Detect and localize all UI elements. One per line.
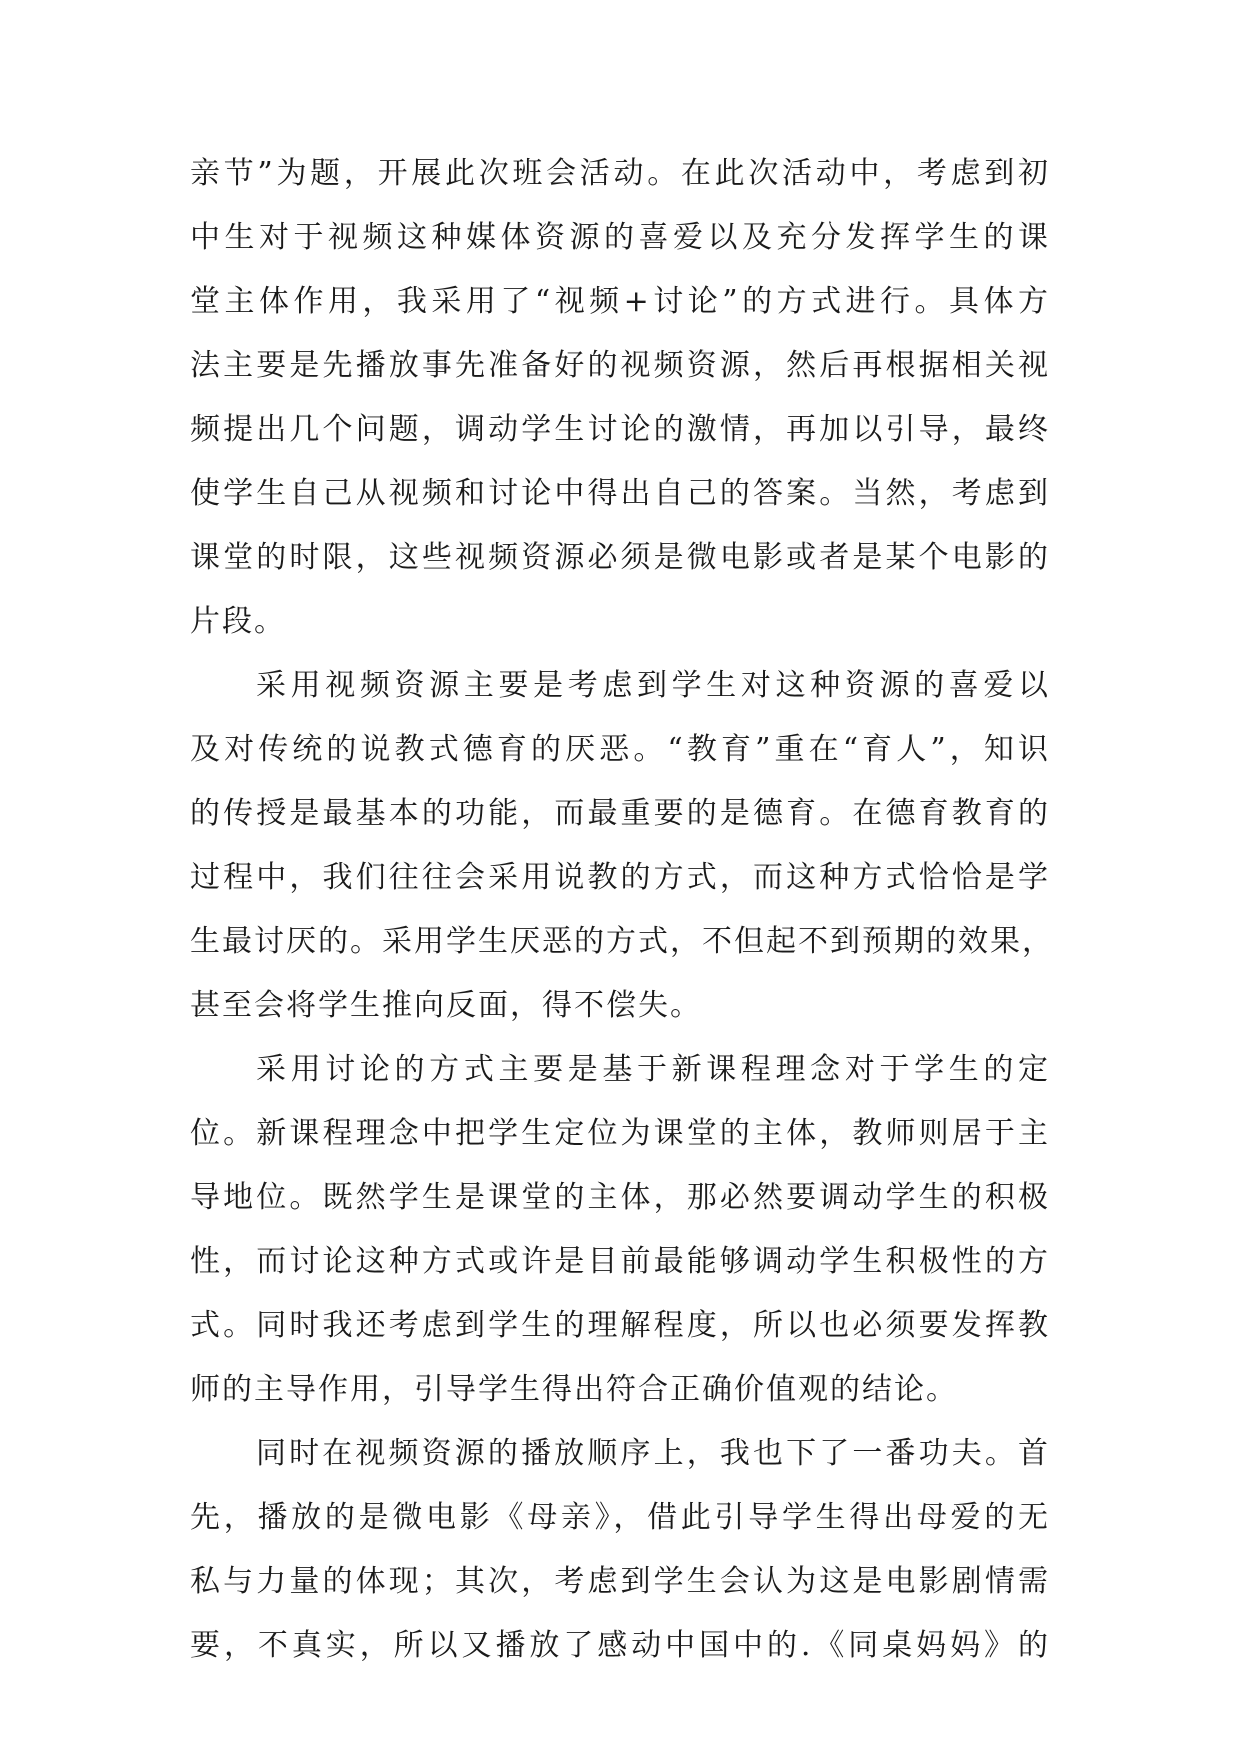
text-line: 师的主导作用，引导学生得出符合正确价值观的结论。 bbox=[190, 1372, 958, 1407]
text-line: 位。新课程理念中把学生定位为课堂的主体，教师则居于主 bbox=[190, 1116, 1050, 1151]
paragraph-3 bbox=[190, 1038, 1050, 1422]
text-line: 频提出几个问题，调动学生讨论的激情，再加以引导，最终 bbox=[190, 412, 1050, 447]
text-line: 采用讨论的方式主要是基于新课程理念对于学生的定 bbox=[256, 1052, 1050, 1087]
text-line: 要，不真实，所以又播放了感动中国中的.《同桌妈妈》的 bbox=[190, 1628, 1050, 1663]
text-line: 性，而讨论这种方式或许是目前最能够调动学生积极性的方 bbox=[190, 1244, 1050, 1279]
text-line: 亲节”为题，开展此次班会活动。在此次活动中，考虑到初 bbox=[190, 156, 1050, 191]
text-line: 课堂的时限，这些视频资源必须是微电影或者是某个电影的 bbox=[190, 540, 1050, 575]
paragraph-2 bbox=[190, 654, 1054, 1038]
text-line: 式。同时我还考虑到学生的理解程度，所以也必须要发挥教 bbox=[190, 1308, 1050, 1343]
text-line: 及对传统的说教式德育的厌恶。“教育”重在“育人”，知识 bbox=[190, 732, 1050, 767]
text-line: 的传授是最基本的功能，而最重要的是德育。在德育教育的 bbox=[190, 796, 1050, 831]
text-line: 法主要是先播放事先准备好的视频资源，然后再根据相关视 bbox=[190, 348, 1050, 383]
text-line: 堂主体作用，我采用了“视频+讨论”的方式进行。具体方 bbox=[190, 284, 1050, 319]
text-line: 片段。 bbox=[190, 604, 286, 639]
text-line: 私与力量的体现；其次，考虑到学生会认为这是电影剧情需 bbox=[190, 1564, 1050, 1599]
document-body bbox=[190, 142, 1054, 1678]
text-line: 过程中，我们往往会采用说教的方式，而这种方式恰恰是学 bbox=[190, 860, 1050, 895]
paragraph-1 bbox=[190, 142, 1050, 654]
text-line: 使学生自己从视频和讨论中得出自己的答案。当然，考虑到 bbox=[190, 476, 1050, 511]
text-line: 同时在视频资源的播放顺序上，我也下了一番功夫。首 bbox=[256, 1436, 1050, 1471]
text-line: 先，播放的是微电影《母亲》，借此引导学生得出母爱的无 bbox=[190, 1500, 1050, 1535]
text-line: 导地位。既然学生是课堂的主体，那必然要调动学生的积极 bbox=[190, 1180, 1050, 1215]
text-line: 采用视频资源主要是考虑到学生对这种资源的喜爱以 bbox=[256, 668, 1050, 703]
paragraph-4 bbox=[190, 1422, 1050, 1678]
text-line: 生最讨厌的。采用学生厌恶的方式，不但起不到预期的效果， bbox=[190, 924, 1054, 959]
text-line: 中生对于视频这种媒体资源的喜爱以及充分发挥学生的课 bbox=[190, 220, 1050, 255]
text-line: 甚至会将学生推向反面，得不偿失。 bbox=[190, 988, 702, 1023]
